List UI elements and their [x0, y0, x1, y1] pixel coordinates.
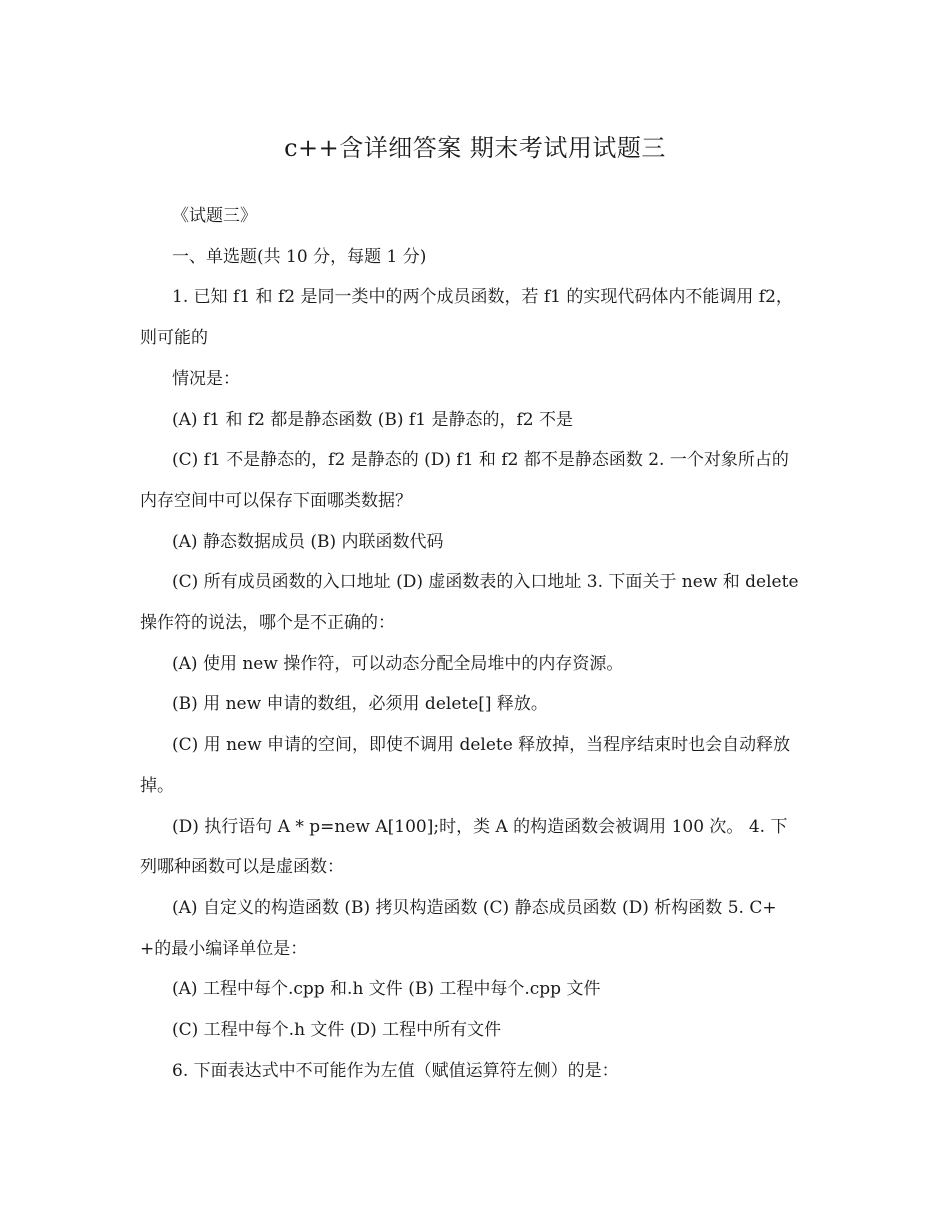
question-1-continued: 情况是：	[172, 368, 240, 389]
section-label: 《试题三》	[172, 206, 257, 226]
question-3-option-b: (B) 用 new 申请的数组，必须用 delete[] 释放。	[172, 694, 548, 715]
question-5-options-ab: (A) 工程中每个.cpp 和.h 文件 (B) 工程中每个.cpp 文件	[172, 979, 601, 1000]
question-3-option-c: (C) 用 new 申请的空间，即使不调用 delete 释放掉，当程序结束时也会自动释放掉。	[140, 735, 791, 796]
question-1-options-cd-question-2: (C) f1 不是静态的，f2 是静态的 (D) f1 和 f2 都不是静态函数 2. 一个对象所占的内存空间中可以保存下面哪类数据？	[140, 450, 789, 511]
section-heading: 一、单选题(共 10 分，每题 1 分)	[172, 246, 427, 267]
question-4-options-question-5: (A) 自定义的构造函数 (B) 拷贝构造函数 (C) 静态成员函数 (D) 析构函数 5. C++的最小编译单位是：	[140, 897, 777, 959]
document-title: c++含详细答案 期末考试用试题三	[284, 134, 666, 162]
question-3-option-d-question-4: (D) 执行语句 A * p=new A[100];时，类 A 的构造函数会被调用 100 次。 4. 下列哪种函数可以是虚函数：	[140, 816, 788, 878]
question-1: 1. 已知 f1 和 f2 是同一类中的两个成员函数，若 f1 的实现代码体内不能调用 f2，则可能的	[140, 287, 793, 349]
question-2-options-cd-question-3: (C) 所有成员函数的入口地址 (D) 虚函数表的入口地址 3. 下面关于 new 和 delete 操作符的说法，哪个是不正确的：	[140, 572, 799, 634]
question-3-option-a: (A) 使用 new 操作符，可以动态分配全局堆中的内存资源。	[172, 653, 624, 674]
question-1-options-ab: (A) f1 和 f2 都是静态函数 (B) f1 是静态的，f2 不是	[172, 409, 573, 430]
question-2-options-ab: (A) 静态数据成员 (B) 内联函数代码	[172, 531, 444, 552]
question-6: 6. 下面表达式中不可能作为左值（赋值运算符左侧）的是：	[172, 1060, 619, 1081]
document-body	[140, 196, 802, 1091]
question-5-options-cd: (C) 工程中每个.h 文件 (D) 工程中所有文件	[172, 1020, 502, 1041]
